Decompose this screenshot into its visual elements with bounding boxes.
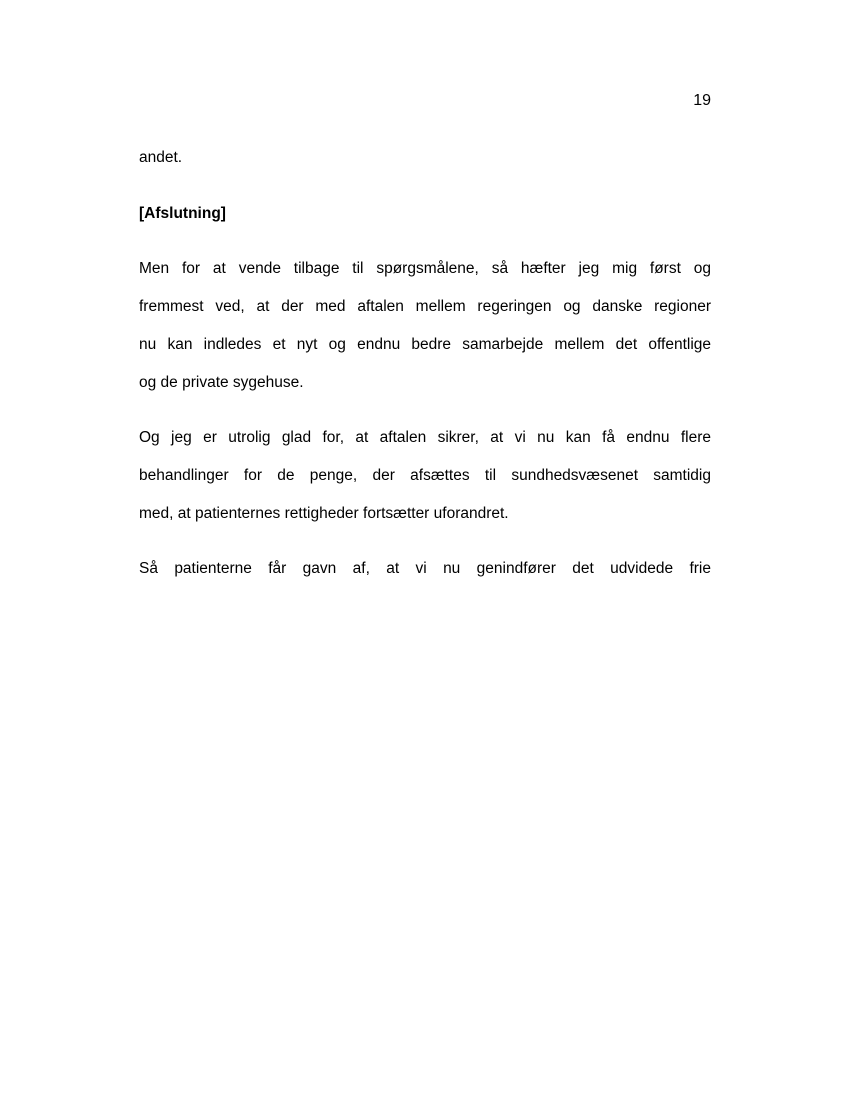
paragraph-1	[139, 259, 711, 411]
paragraph-line: nu kan indledes et nyt og endnu bedre samarbejde mellem det offentlige	[139, 336, 711, 353]
section-heading	[139, 204, 711, 242]
paragraph-line: Og jeg er utrolig glad for, at aftalen sikrer, at vi nu kan få endnu flere	[139, 429, 711, 446]
paragraph-line: og de private sygehuse.	[139, 374, 304, 391]
fragment-line: andet.	[139, 149, 183, 166]
paragraph-line: Så patienterne får gavn af, at vi nu genindfører det udvidede frie	[139, 560, 711, 577]
paragraph-line: fremmest ved, at der med aftalen mellem regeringen og danske regioner	[139, 298, 711, 315]
paragraph-line: Men for at vende tilbage til spørgsmålene, så hæfter jeg mig først og	[139, 260, 711, 277]
text-fragment	[139, 148, 711, 186]
heading-text: [Afslutning]	[139, 205, 226, 222]
paragraph-2	[139, 428, 711, 542]
paragraph-line: med, at patienternes rettigheder fortsætter uforandret.	[139, 505, 509, 522]
paragraph-line: behandlinger for de penge, der afsættes til sundhedsvæsenet samtidig	[139, 467, 711, 484]
paragraph-3	[139, 559, 711, 597]
page-number: 19	[693, 92, 711, 109]
